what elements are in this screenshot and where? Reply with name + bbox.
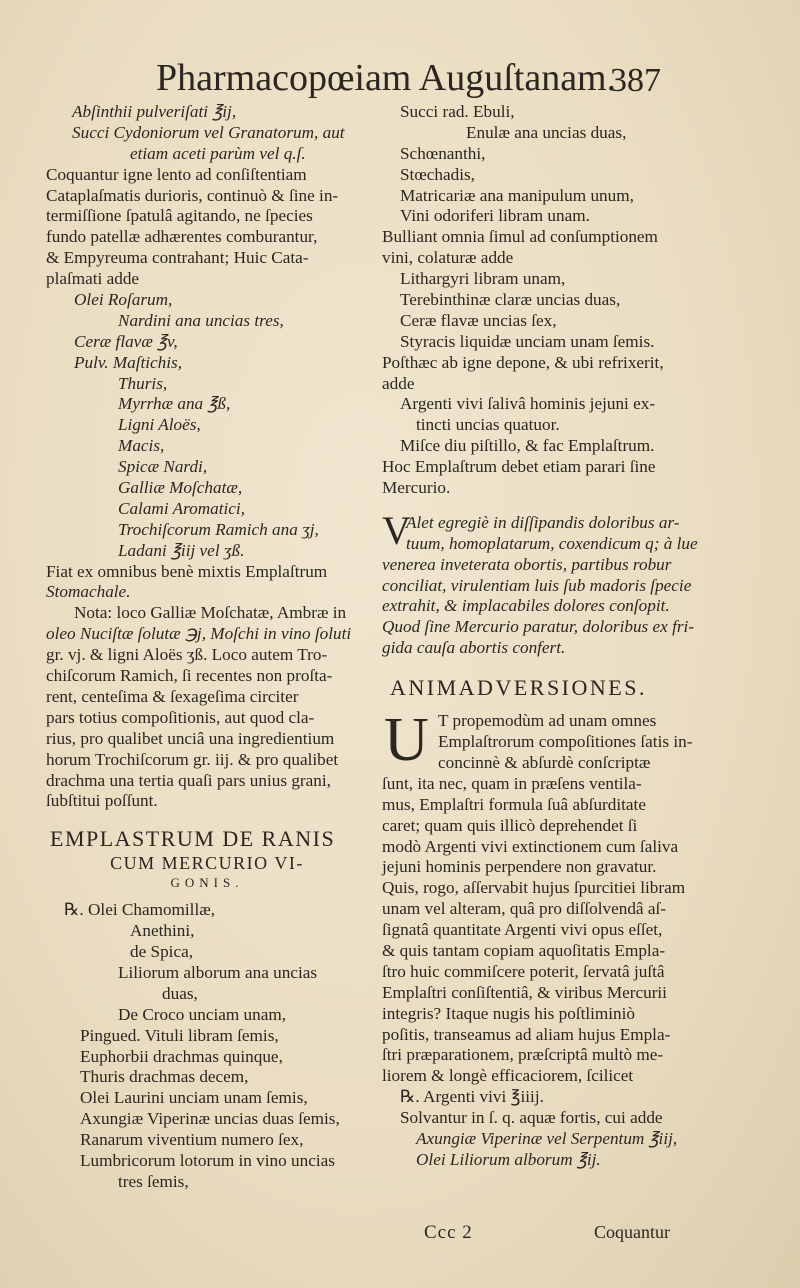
text-line: Lumbricorum lotorum in vino uncias	[80, 1150, 335, 1170]
text-line: Stœchadis,	[400, 164, 475, 184]
text-line: Ceræ flavæ uncias ſex,	[400, 310, 557, 330]
text-line: Poſthæc ab igne depone, & ubi refrixerit,	[382, 352, 664, 372]
text-line: Ligni Aloës,	[118, 415, 201, 435]
left-text-block	[46, 102, 368, 812]
text-line: Quod ſine Mercurio paratur, doloribus ex fri-	[382, 617, 695, 637]
text-line: liorem & longè efficaciorem, ſcilicet	[382, 1066, 634, 1086]
text-line: Euphorbii drachmas quinque,	[80, 1046, 283, 1066]
text-line: & quis tantam copiam aquoſitatis Empla-	[382, 940, 666, 960]
text-line: duas,	[162, 983, 198, 1003]
text-line: Ceræ flavæ ℥v,	[74, 331, 178, 351]
text-line: conciliat, virulentiam luis ſub madoris ſpecie	[382, 575, 692, 595]
text-line: etiam aceti parùm vel q.ſ.	[130, 143, 306, 163]
text-line: tincti uncias quatuor.	[416, 415, 560, 435]
text-line: Nardini ana uncias tres,	[118, 310, 284, 330]
text-line: Olei Laurini unciam unam ſemis,	[80, 1088, 308, 1108]
text-line: Ladani ℥iij vel ʒß.	[118, 540, 245, 560]
text-line: Mercurio.	[382, 478, 451, 498]
text-line: Emplaſtrorum compoſitiones ſatis in-	[438, 732, 693, 752]
text-line: oleo Nuciſtæ ſolutæ ℈j, Moſchi in vino ſoluti	[46, 624, 352, 644]
text-line: horum Trochiſcorum gr. iij. & pro qualibet	[46, 749, 339, 769]
text-line: ſubſtitui poſſunt.	[46, 791, 158, 811]
text-line: termiſſione ſpatulâ agitando, ne ſpecies	[46, 206, 313, 226]
text-line: drachma una tertia quaſi pars unius grani,	[46, 770, 331, 790]
text-line: Matricariæ ana manipulum unum,	[400, 185, 634, 205]
text-line: Myrrhæ ana ℥ß,	[118, 394, 231, 414]
text-line: Ranarum viventium numero ſex,	[80, 1130, 304, 1150]
text-line: Succi rad. Ebuli,	[400, 102, 515, 121]
text-line: concinnè & abſurdè conſcriptæ	[438, 752, 651, 772]
valet-text	[382, 507, 702, 659]
text-line: modò Argenti vivi extinctionem cum ſaliva	[382, 836, 679, 856]
text-line: Calami Aromatici,	[118, 498, 246, 518]
text-line: ℞. Olei Chamomillæ,	[64, 900, 215, 920]
text-line: Abſinthii pulveriſati ℥ij,	[72, 102, 237, 121]
text-line: Pingued. Vituli libram ſemis,	[80, 1025, 279, 1045]
recipe-block	[46, 900, 368, 1192]
animadversiones-text	[382, 706, 702, 1171]
drop-cap-u: U	[384, 706, 429, 775]
text-line: Spicæ Nardi,	[118, 457, 208, 477]
text-line: Cataplaſmatis durioris, continuò & ſine in-	[46, 185, 339, 205]
text-line: Succi Cydoniorum vel Granatorum, aut	[72, 122, 345, 142]
text-line: De Croco unciam unam,	[118, 1004, 287, 1024]
text-line: fundo patellæ adhærentes comburantur,	[46, 227, 318, 247]
text-line: Trochiſcorum Ramich ana ʒj,	[118, 519, 319, 539]
text-line: Vini odoriferi libram unam.	[400, 206, 590, 226]
text-line: mus, Emplaſtri formula ſuâ abſurditate	[382, 794, 646, 814]
text-line: gida cauſa abortis confert.	[382, 638, 566, 658]
text-line: Nota: loco Galliæ Moſchatæ, Ambræ in	[74, 603, 347, 623]
text-line: pars totius compoſitionis, aut quod cla-	[46, 707, 315, 727]
signature-mark: Ccc 2	[424, 1222, 473, 1243]
text-line: Styracis liquidæ unciam unam ſemis.	[400, 331, 655, 351]
text-line: gr. vj. & ligni Aloës ʒß. Loco autem Tro-	[46, 645, 328, 665]
page-number: 387	[610, 62, 661, 99]
text-line: ℞. Argenti vivi ℥iiij.	[400, 1087, 544, 1107]
text-line: Miſce diu piſtillo, & fac Emplaſtrum.	[400, 436, 655, 456]
right-text-block	[382, 102, 702, 499]
left-column	[46, 102, 368, 1193]
text-line: vini, colaturæ adde	[382, 248, 514, 268]
drop-cap-v: V	[382, 507, 411, 553]
running-title: Pharmacopœiam Auguſtanam.	[156, 57, 617, 99]
text-line: Bulliant omnia ſimul ad conſumptionem	[382, 227, 658, 247]
section-heading-line2: CUM MERCURIO VI-	[110, 853, 304, 874]
text-line: Emplaſtri conſiſtentiâ, & viribus Mercurii	[382, 982, 667, 1002]
text-line: Argenti vivi ſalivâ hominis jejuni ex-	[400, 394, 656, 414]
text-line: tuum, homoplatarum, coxendicum q; à lue	[406, 533, 698, 553]
text-line: Olei Roſarum,	[74, 290, 173, 310]
text-line: Terebinthinæ claræ uncias duas,	[400, 290, 621, 310]
section-heading-line3: GONIS.	[170, 875, 244, 891]
section-heading	[46, 826, 368, 892]
text-line: poſitis, transeamus ad aliam hujus Empla-	[382, 1024, 671, 1044]
text-line: Anethini,	[130, 921, 195, 941]
text-line: plaſmati adde	[46, 269, 140, 289]
text-line: Thuris,	[118, 373, 168, 393]
text-line: Lithargyri libram unam,	[400, 269, 566, 289]
text-line: tres ſemis,	[118, 1171, 189, 1191]
text-line: jejuni hominis perpendere non gravatur.	[382, 857, 657, 877]
text-line: Stomachale.	[46, 582, 131, 602]
valet-paragraph	[382, 507, 702, 659]
text-line: Hoc Emplaſtrum debet etiam parari ſine	[382, 457, 656, 477]
text-line: rent, centeſima & ſexageſima circiter	[46, 686, 299, 706]
text-line: Quis, rogo, aſſervabit hujus ſpurcitiei libram	[382, 878, 686, 898]
page-header	[0, 48, 800, 108]
text-line: T propemodùm ad unam omnes	[438, 711, 657, 731]
text-line: & Empyreuma contrahant; Huic Cata-	[46, 248, 309, 268]
text-line: Liliorum alborum ana uncias	[118, 962, 318, 982]
text-line: Coquantur igne lento ad conſiſtentiam	[46, 164, 307, 184]
text-line: ſignatâ quantitate Argenti vivi opus eſſet,	[382, 920, 663, 940]
animadversiones-paragraph	[382, 706, 702, 1171]
text-line: Alet egregiè in diſſipandis doloribus ar-	[406, 512, 680, 532]
text-line: adde	[382, 373, 415, 393]
text-line: Axungiæ Viperinæ uncias duas ſemis,	[80, 1109, 340, 1129]
section-heading-line1: EMPLASTRUM DE RANIS	[50, 826, 336, 852]
animadversiones-heading: ANIMADVERSIONES.	[390, 675, 647, 701]
text-line: extrahit, & implacabiles dolores conſopit.	[382, 596, 670, 616]
text-line: ſtri præparationem, præſcriptâ multò me-	[382, 1045, 664, 1065]
text-line: venerea inveterata obortis, partibus robur	[382, 554, 672, 574]
text-line: unam vel alteram, quâ pro diſſolvendâ aſ-	[382, 899, 666, 919]
text-line: ſunt, ita nec, quam in præſens ventila-	[382, 773, 642, 793]
text-line: de Spica,	[130, 942, 194, 962]
text-line: Pulv. Maſtichis,	[74, 352, 183, 372]
catchword: Coquantur	[594, 1222, 670, 1242]
text-line: caret; quam quis illicò deprehendet ſi	[382, 815, 638, 835]
text-line: Thuris drachmas decem,	[80, 1067, 249, 1087]
text-line: Galliæ Moſchatæ,	[118, 478, 243, 498]
text-line: Olei Liliorum alborum ℥ij.	[416, 1149, 601, 1169]
text-line: Solvantur in ſ. q. aquæ fortis, cui adde	[400, 1108, 663, 1128]
text-line: Axungiæ Viperinæ vel Serpentum ℥iij,	[416, 1128, 678, 1148]
text-line: integris? Itaque nugis his poſtliminiò	[382, 1003, 636, 1023]
text-line: ſtro huic commiſcere poterit, ſervatâ juſtâ	[382, 961, 665, 981]
text-line: rius, pro qualibet unciâ una ingredientium	[46, 728, 335, 748]
text-line: Schœnanthi,	[400, 143, 486, 163]
text-line: Fiat ex omnibus benè mixtis Emplaſtrum	[46, 561, 328, 581]
text-line: Enulæ ana uncias duas,	[466, 122, 627, 142]
right-column	[382, 102, 702, 1171]
text-line: Macis,	[118, 436, 165, 456]
text-line: chiſcorum Ramich, ſi recentes non proſta-	[46, 666, 333, 686]
